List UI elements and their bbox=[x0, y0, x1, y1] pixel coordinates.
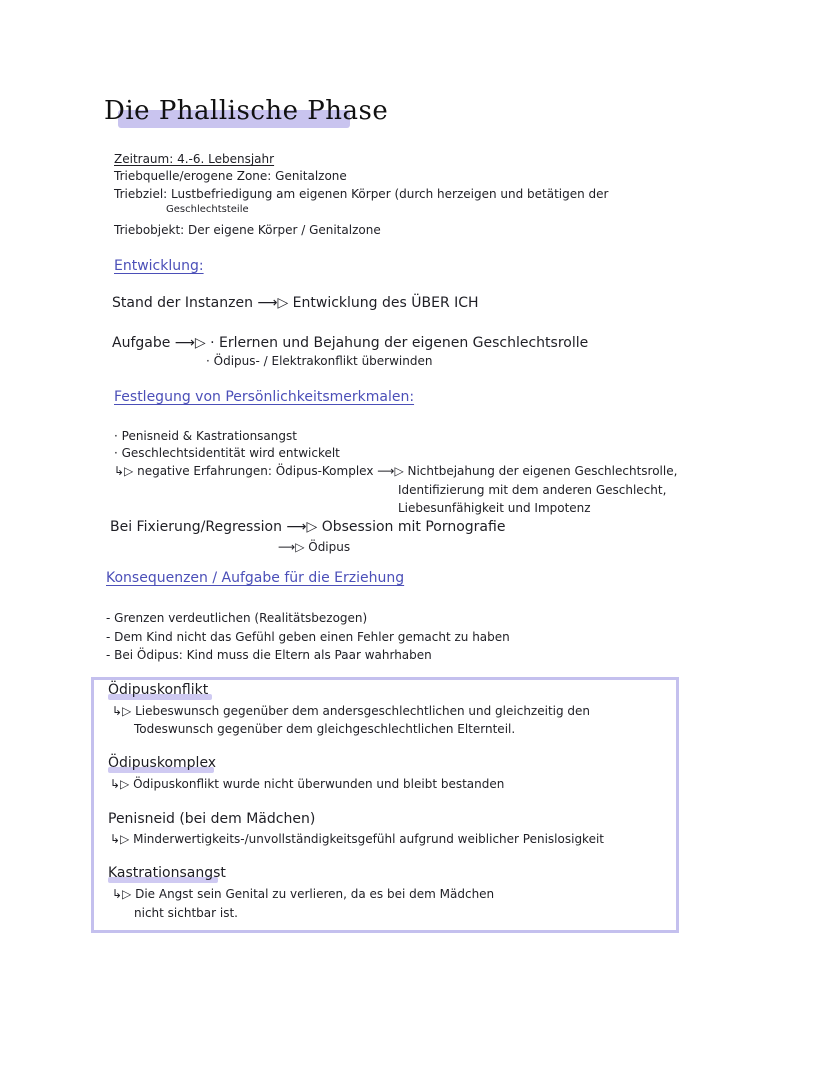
zeitraum-line: Zeitraum: 4.-6. Lebensjahr bbox=[114, 152, 275, 166]
festlegung-item: · Geschlechtsidentität wird entwickelt bbox=[114, 446, 340, 460]
fixierung-line-2: ⟶▷ Ödipus bbox=[278, 540, 351, 554]
festlegung-item: Identifizierung mit dem anderen Geschlecht, bbox=[398, 483, 667, 497]
kastration-heading: Kastrationsangst bbox=[108, 865, 226, 881]
penisneid-heading: Penisneid (bei dem Mädchen) bbox=[108, 811, 316, 827]
konsequenzen-item: - Dem Kind nicht das Gefühl geben einen Fehler gemacht zu haben bbox=[106, 630, 510, 644]
aufgabe-line: Aufgabe ⟶▷ · Erlernen und Bejahung der eigenen Geschlechtsrolle bbox=[112, 335, 589, 351]
oedipuskomplex-heading: Ödipuskomplex bbox=[108, 755, 217, 771]
penisneid-line: ↳▷ Minderwertigkeits-/unvollständigkeitsgefühl aufgrund weiblicher Penislosigkeit bbox=[110, 832, 604, 846]
festlegung-heading: Festlegung von Persönlichkeitsmerkmalen: bbox=[114, 389, 415, 405]
triebobjekt-line: Triebobjekt: Der eigene Körper / Genitalzone bbox=[114, 223, 381, 237]
entwicklung-heading: Entwicklung: bbox=[114, 258, 204, 274]
festlegung-item: ↳▷ negative Erfahrungen: Ödipus-Komplex ⟶▷ Nichtbejahung der eigenen Geschlechtsrolle, bbox=[114, 464, 678, 478]
festlegung-item: · Penisneid & Kastrationsangst bbox=[114, 429, 297, 443]
oedipuskonflikt-line: ↳▷ Liebeswunsch gegenüber dem andersgeschlechtlichen und gleichzeitig den bbox=[112, 704, 591, 718]
stand-line: Stand der Instanzen ⟶▷ Entwicklung des ÜBER ICH bbox=[112, 295, 479, 311]
kastration-line-2: nicht sichtbar ist. bbox=[134, 906, 238, 920]
aufgabe-line-2: · Ödipus- / Elektrakonflikt überwinden bbox=[206, 354, 433, 368]
oedipuskonflikt-line-2: Todeswunsch gegenüber dem gleichgeschlechtlichen Elternteil. bbox=[134, 722, 516, 736]
fixierung-line: Bei Fixierung/Regression ⟶▷ Obsession mit Pornografie bbox=[110, 519, 506, 535]
oedipuskonflikt-heading: Ödipuskonflikt bbox=[108, 682, 209, 698]
konsequenzen-item: - Grenzen verdeutlichen (Realitätsbezogen) bbox=[106, 611, 368, 625]
kastration-line: ↳▷ Die Angst sein Genital zu verlieren, da es bei dem Mädchen bbox=[112, 887, 495, 901]
triebziel-line: Triebziel: Lustbefriedigung am eigenen Körper (durch herzeigen und betätigen der bbox=[114, 187, 609, 201]
konsequenzen-item: - Bei Ödipus: Kind muss die Eltern als Paar wahrhaben bbox=[106, 648, 432, 662]
festlegung-item: Liebesunfähigkeit und Impotenz bbox=[398, 501, 591, 515]
triebquelle-line: Triebquelle/erogene Zone: Genitalzone bbox=[114, 169, 347, 183]
konsequenzen-heading: Konsequenzen / Aufgabe für die Erziehung bbox=[106, 570, 405, 586]
triebziel-line-2: Geschlechtsteile bbox=[166, 204, 249, 215]
oedipuskomplex-line: ↳▷ Ödipuskonflikt wurde nicht überwunden und bleibt bestanden bbox=[110, 777, 505, 791]
page-title: Die Phallische Phase bbox=[104, 96, 389, 126]
